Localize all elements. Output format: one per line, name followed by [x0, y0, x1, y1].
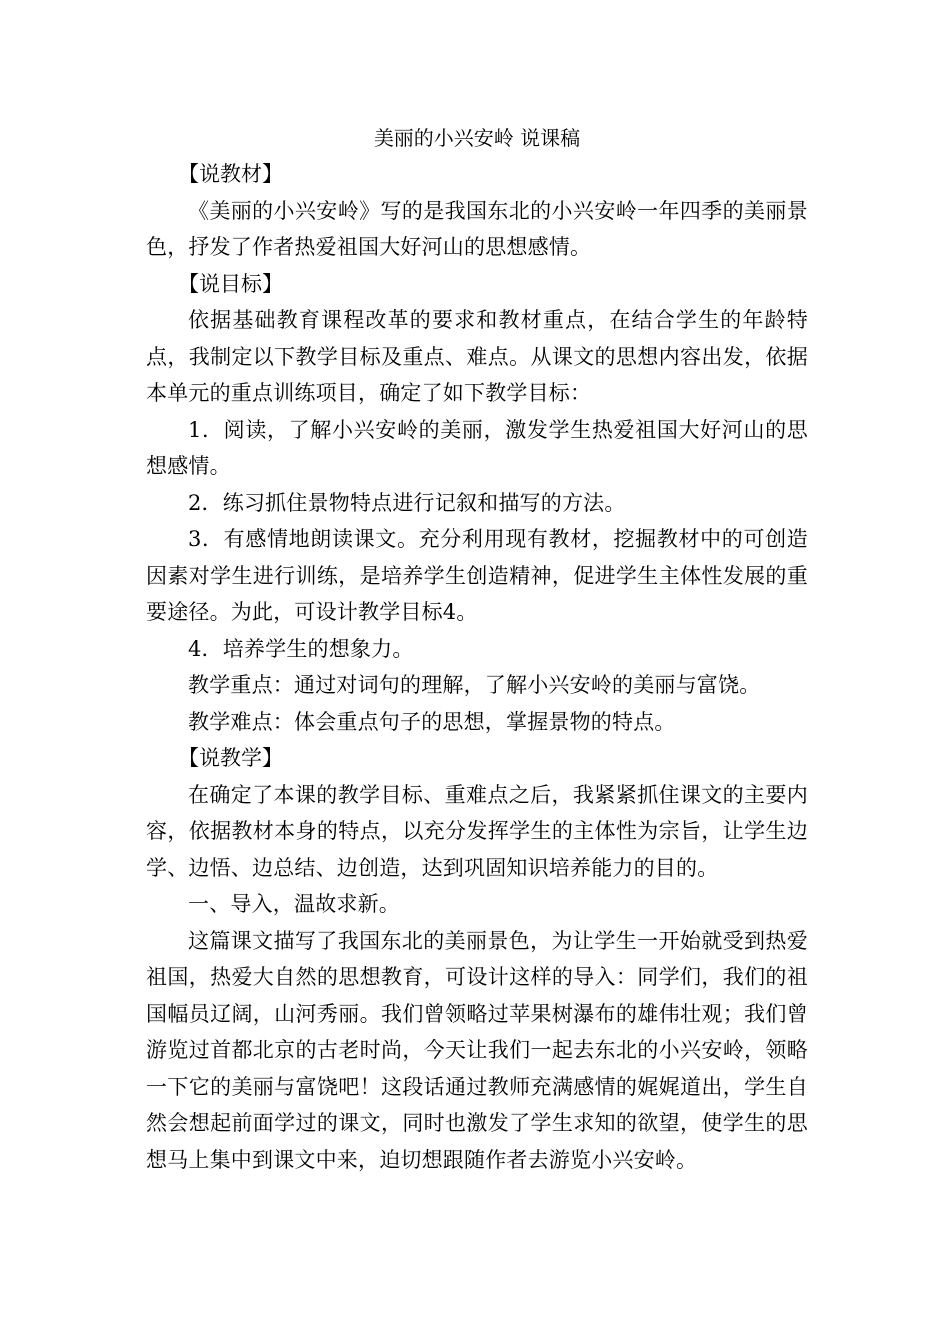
- document-body: [146, 120, 808, 1178]
- step-heading-introduction: 一、导入，温故求新。: [188, 892, 400, 916]
- paragraph: 依据基础教育课程改革的要求和教材重点，在结合学生的年龄特点，我制定以下教学目标及重点、难点。从课文的思想内容出发，依据本单元的重点训练项目，确定了如下教学目标：: [146, 308, 808, 405]
- document-title: 美丽的小兴安岭 说课稿: [373, 126, 581, 150]
- objective-item-2: 2．练习抓住景物特点进行记叙和描写的方法。: [188, 490, 626, 515]
- section-heading-objectives: 【说目标】: [178, 271, 283, 296]
- section-heading-teaching: 【说教学】: [178, 746, 283, 770]
- section-heading-textbook: 【说教材】: [178, 162, 283, 186]
- paragraph: 《美丽的小兴安岭》写的是我国东北的小兴安岭一年四季的美丽景色，抒发了作者热爱祖国大好河山的思想感情。: [146, 198, 808, 259]
- teaching-difficulty: 教学难点：体会重点句子的思想，掌握景物的特点。: [188, 709, 676, 734]
- objective-item-3: 3．有感情地朗读课文。充分利用现有教材，挖掘教材中的可创造因素对学生进行训练，是培养学生创造精神，促进学生主体性发展的重要途径。为此，可设计教学目标4。: [146, 527, 808, 624]
- teaching-key-point: 教学重点：通过对词句的理解，了解小兴安岭的美丽与富饶。: [188, 673, 761, 697]
- objective-item-1: 1．阅读，了解小兴安岭的美丽，激发学生热爱祖国大好河山的思想感情。: [146, 417, 808, 478]
- paragraph: 这篇课文描写了我国东北的美丽景色，为让学生一开始就受到热爱祖国，热爱大自然的思想教育，可设计这样的导入：同学们，我们的祖国幅员辽阔，山河秀丽。我们曾领略过苹果树瀑布的雄伟壮观；我们曾游览过首都北京的古老时尚，今天让我们一起去东北的小兴安岭，领略一下它的美丽与富饶吧！这段话通过教师充满感情的娓娓道出，学生自然会想起前面学过的课文，同时也激发了学生求知的欲望，使学生的思想马上集中到课文中来，迫切想跟随作者去游览小兴安岭。: [146, 928, 808, 1172]
- paragraph: 在确定了本课的教学目标、重难点之后，我紧紧抓住课文的主要内容，依据教材本身的特点，以充分发挥学生的主体性为宗旨，让学生边学、边悟、边总结、边创造，达到巩固知识培养能力的目的。: [146, 782, 808, 880]
- objective-item-4: 4．培养学生的想象力。: [188, 636, 414, 661]
